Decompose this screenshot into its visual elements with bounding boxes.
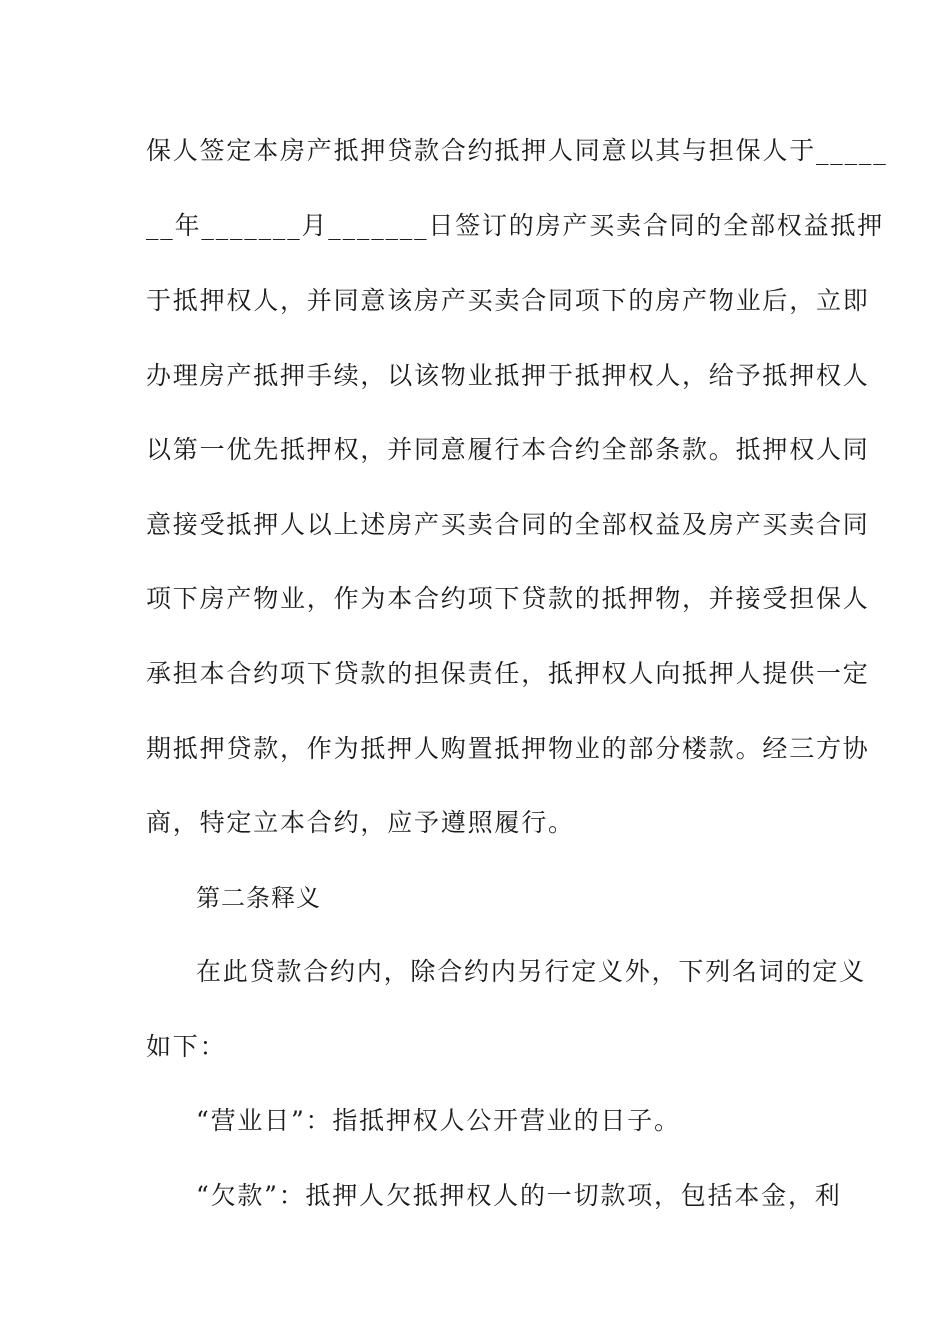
paragraph-line: 承担本合约项下贷款的担保责任，抵押权人向抵押人提供一定: [146, 659, 870, 688]
paragraph-line: 如下：: [146, 1032, 227, 1061]
paragraph-line: 在此贷款合约内，除合约内另行定义外，下列名词的定义: [196, 957, 867, 986]
definition-line: “营业日”：指抵押权人公开营业的日子。: [196, 1106, 681, 1135]
paragraph-line: 于抵押权人，并同意该房产买卖合同项下的房产物业后，立即: [146, 286, 870, 315]
paragraph-line: __年_______月_______日签订的房产买卖合同的全部权益抵押: [146, 211, 885, 240]
paragraph-line: 期抵押贷款，作为抵押人购置抵押物业的部分楼款。经三方协: [146, 734, 870, 763]
paragraph-line: 保人签定本房产抵押贷款合约抵押人同意以其与担保人于_____: [146, 136, 888, 165]
paragraph-line: 项下房产物业，作为本合约项下贷款的抵押物，并接受担保人: [146, 584, 870, 613]
paragraph-line: 以第一优先抵押权，并同意履行本合约全部条款。抵押权人同: [146, 435, 870, 464]
definition-line: “欠款”：抵押人欠抵押权人的一切款项，包括本金，利: [196, 1181, 842, 1210]
paragraph-line: 办理房产抵押手续，以该物业抵押于抵押权人，给予抵押权人: [146, 361, 870, 390]
paragraph-line: 意接受抵押人以上述房产买卖合同的全部权益及房产买卖合同: [146, 510, 870, 539]
section-heading: 第二条释义: [196, 884, 321, 912]
paragraph-line: 商，特定立本合约，应予遵照履行。: [146, 808, 575, 837]
